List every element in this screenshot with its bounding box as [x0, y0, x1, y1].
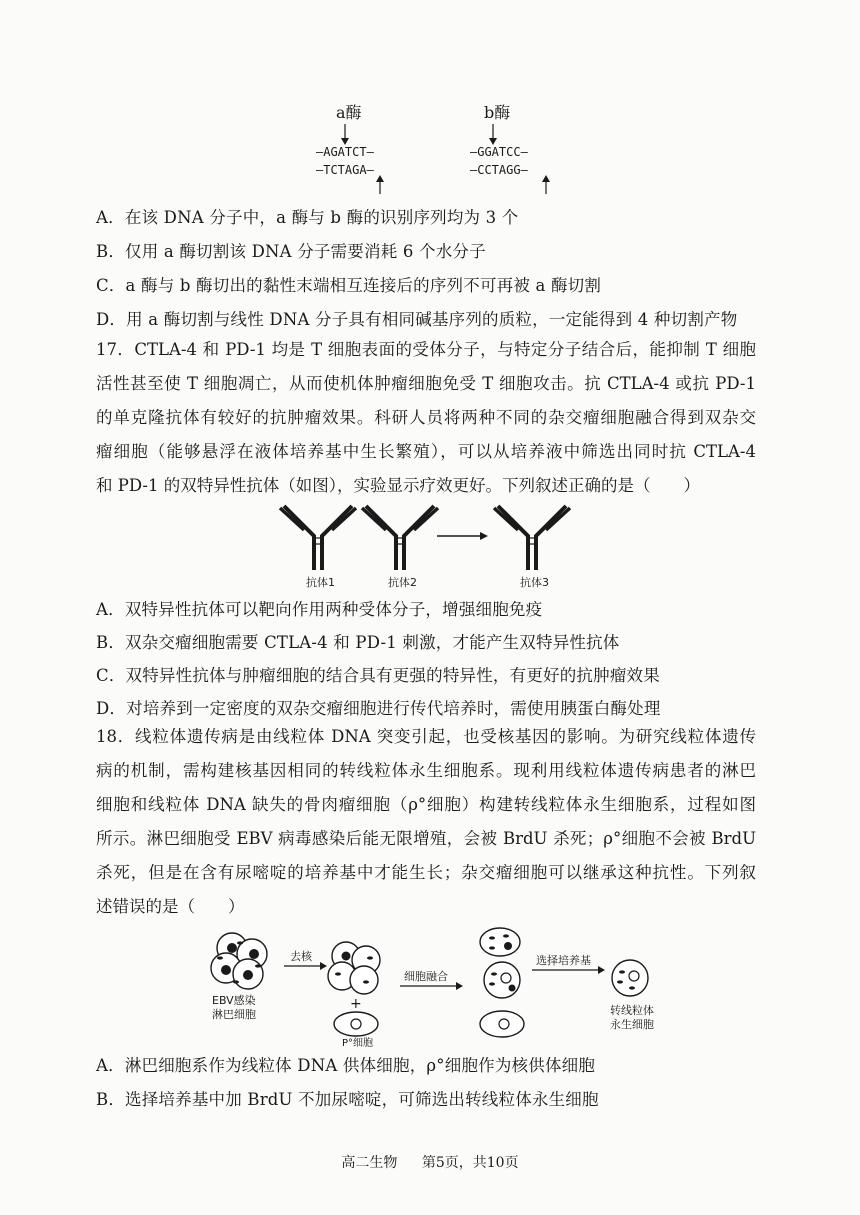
- antibody-1-icon: [280, 506, 356, 570]
- q18-line: 所示。淋巴细胞受 EBV 病毒感染后能无限增殖，会被 BrdU 杀死；ρ°细胞不会被 BrdU: [96, 829, 756, 848]
- q18-line: 杀死，但是在含有尿嘧啶的培养基中才能生长；杂交瘤细胞可以继承这种抗性。下列叙: [96, 863, 756, 882]
- q17-line: 17．CTLA-4 和 PD-1 均是 T 细胞表面的受体分子，与特定分子结合后，能抑制 T 细胞: [96, 340, 756, 359]
- q17-option-c: C．双特异性抗体与肿瘤细胞的结合具有更强的特异性，有更好的抗肿瘤效果: [96, 666, 660, 685]
- q18-option-a: A．淋巴细胞系作为线粒体 DNA 供体细胞，ρ°细胞作为核供体细胞: [96, 1056, 596, 1075]
- q18-line: 病的机制，需构建核基因相同的转线粒体永生细胞系。现利用线粒体遗传病患者的淋巴: [96, 761, 756, 780]
- seq-a-top: —AGATCT—: [316, 145, 374, 159]
- q18-option-b: B．选择培养基中加 BrdU 不加尿嘧啶，可筛选出转线粒体永生细胞: [96, 1090, 599, 1109]
- q17-stem: [96, 333, 756, 503]
- label-result-1: 转线粒体: [610, 1004, 654, 1017]
- cell-fusion-figure: [206, 924, 676, 1048]
- fused-cells-icon: [480, 928, 524, 1037]
- enzyme-a-label: a酶: [336, 103, 362, 122]
- label-p0: P°细胞: [342, 1038, 374, 1048]
- q16-option-c: C．a 酶与 b 酶切出的黏性末端相互连接后的序列不可再被 a 酶切割: [96, 276, 602, 295]
- q17-option-a: A．双特异性抗体可以靶向作用两种受体分子，增强细胞免疫: [96, 600, 543, 619]
- antibody-figure: [270, 498, 590, 590]
- seq-b-top: —GGATCC—: [470, 145, 528, 159]
- antibody-1-label: 抗体1: [306, 576, 335, 589]
- enzyme-b-label: b酶: [484, 103, 511, 122]
- footer-page-number: 第5页，共10页: [421, 1155, 519, 1171]
- q18-line: 18．线粒体遗传病是由线粒体 DNA 突变引起，也受核基因的影响。为研究线粒体遗传: [96, 727, 756, 746]
- q16-option-a: A．在该 DNA 分子中，a 酶与 b 酶的识别序列均为 3 个: [96, 208, 519, 227]
- q16-option-d: D．用 a 酶切割与线性 DNA 分子具有相同碱基序列的质粒，一定能得到 4 种切割产物: [96, 310, 738, 329]
- antibody-3-label: 抗体3: [520, 576, 549, 589]
- label-lymph: 淋巴细胞: [212, 1008, 256, 1021]
- arrow-right-icon: [437, 532, 488, 540]
- q18-stem: [96, 720, 756, 924]
- arrow-down-icon: [341, 138, 349, 145]
- cytoplast-cluster-icon: [328, 942, 380, 994]
- q16-option-b: B．仅用 a 酶切割该 DNA 分子需要消耗 6 个水分子: [96, 242, 486, 261]
- q17-line: 活性甚至使 T 细胞凋亡，从而使机体肿瘤细胞免受 T 细胞攻击。抗 CTLA-4 或抗 PD-1: [96, 374, 756, 393]
- arrow-right-icon: [400, 982, 463, 990]
- arrow-up-icon: [376, 175, 384, 182]
- arrow-right-icon: [532, 966, 605, 974]
- q17-line: 的单克隆抗体有较好的抗肿瘤效果。科研人员将两种不同的杂交瘤细胞融合得到双杂交: [96, 408, 756, 427]
- enzyme-figure: [300, 96, 580, 196]
- footer-subject: 高二生物: [341, 1155, 398, 1171]
- q17-option-b: B．双杂交瘤细胞需要 CTLA-4 和 PD-1 刺激，才能产生双特异性抗体: [96, 633, 620, 652]
- q17-line: 和 PD-1 的双特异性抗体（如图），实验显示疗效更好。下列叙述正确的是（ ）: [96, 476, 700, 495]
- antibody-2-label: 抗体2: [388, 576, 417, 589]
- label-plus: +: [350, 996, 362, 1012]
- label-ebv: EBV感染: [212, 994, 256, 1007]
- seq-a-bottom: —TCTAGA—: [316, 163, 374, 177]
- arrow-down-icon: [489, 138, 497, 145]
- result-cell-icon: [612, 960, 648, 996]
- q18-line: 细胞和线粒体 DNA 缺失的骨肉瘤细胞（ρ°细胞）构建转线粒体永生细胞系，过程如图: [96, 795, 756, 814]
- q18-line: 述错误的是（ ）: [96, 897, 245, 916]
- antibody-3-icon: [494, 506, 570, 570]
- arrow-right-icon: [284, 962, 327, 970]
- label-result-2: 永生细胞: [610, 1018, 654, 1031]
- label-enucleate: 去核: [290, 950, 312, 963]
- q17-option-d: D．对培养到一定密度的双杂交瘤细胞进行传代培养时，需使用胰蛋白酶处理: [96, 699, 661, 718]
- lymphocyte-cluster-icon: [211, 933, 267, 989]
- p0-cell-icon: [334, 1012, 378, 1036]
- page-footer: [0, 1152, 860, 1172]
- seq-b-bottom: —CCTAGG—: [470, 163, 528, 177]
- antibody-2-icon: [362, 506, 438, 570]
- q17-line: 瘤细胞（能够悬浮在液体培养基中生长繁殖），可以从培养液中筛选出同时抗 CTLA-4: [96, 442, 756, 461]
- label-select: 选择培养基: [536, 954, 591, 967]
- arrow-up-icon: [542, 175, 550, 182]
- label-fusion: 细胞融合: [404, 970, 448, 983]
